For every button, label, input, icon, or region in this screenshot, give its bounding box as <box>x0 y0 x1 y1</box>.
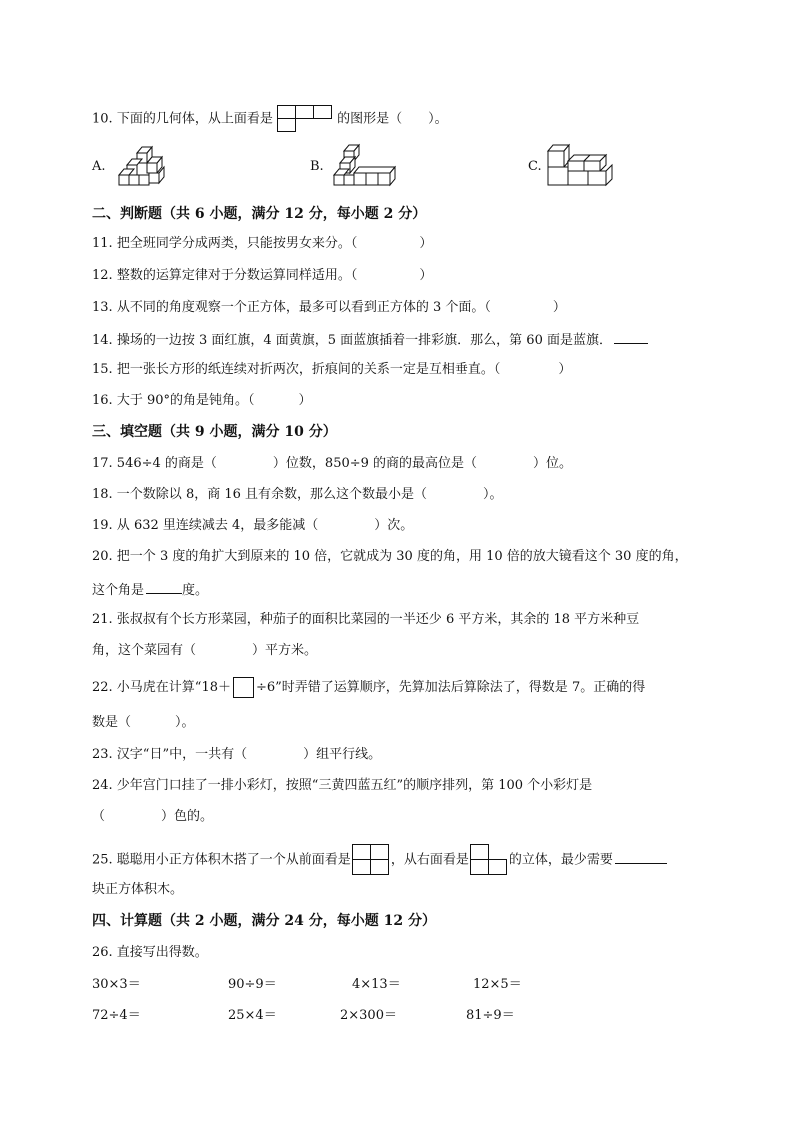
question-24-line-1: 24. 少年宫门口挂了一排小彩灯，按照“三黄四蓝五红”的顺序排列，第 100 个小彩灯是 <box>92 778 593 793</box>
question-25-line-2: 块正方体积木。 <box>92 882 184 897</box>
question-text: 下面的几何体，从上面看是 <box>116 111 273 127</box>
option-c-cube-figure <box>544 143 616 189</box>
question-number: 14. <box>92 333 113 348</box>
question-21-line-2 <box>92 641 317 661</box>
question-text: 17. 546÷4 的商是（ <box>92 456 217 471</box>
question-text: ）。 <box>175 715 195 730</box>
option-a-cube-figure <box>115 143 179 189</box>
right-view-figure <box>469 843 509 877</box>
answer-blank[interactable] <box>615 849 667 864</box>
calc-item: 4×13＝ <box>352 977 401 992</box>
question-14 <box>92 329 648 351</box>
answer-paren-close: ） <box>558 362 572 377</box>
question-26: 26. 直接写出得数。 <box>92 945 208 960</box>
question-text: ）位。 <box>533 456 573 471</box>
question-text: ）平方米。 <box>252 643 318 658</box>
question-number: 13. <box>92 300 113 315</box>
question-17 <box>92 454 572 474</box>
question-text: ）组平行线。 <box>303 747 382 762</box>
answer-paren-close: ） <box>298 393 312 408</box>
question-number: 12. <box>92 268 113 283</box>
question-11 <box>92 234 432 254</box>
question-12 <box>92 266 432 286</box>
question-number: 15. <box>92 362 113 377</box>
question-19 <box>92 516 413 536</box>
question-25-line-1 <box>92 843 667 877</box>
question-text: 把全班同学分成两类，只能按男女来分。（ <box>116 236 358 251</box>
question-text: （ <box>92 809 106 824</box>
question-20-line-1: 20. 把一个 3 度的角扩大到原来的 10 倍，它就成为 30 度的角，用 10 倍的放大镜看这个 30 度的角， <box>92 549 688 564</box>
option-b-cube-figure <box>330 143 400 189</box>
calc-item: 72÷4＝ <box>92 1008 141 1023</box>
answer-paren-close: ） <box>552 300 566 315</box>
answer-blank[interactable] <box>146 579 182 594</box>
question-text: ）色的。 <box>161 809 214 824</box>
question-text: ，从右面看是 <box>390 852 469 868</box>
calc-item: 12×5＝ <box>473 977 522 992</box>
question-22-line-1 <box>92 677 645 698</box>
question-24-line-2 <box>92 807 213 827</box>
question-text: ）位数，850÷9 的商的最高位是（ <box>272 456 478 471</box>
question-text-after: 的图形是（ ）。 <box>337 111 448 127</box>
question-10 <box>92 105 448 133</box>
question-text: 整数的运算定律对于分数运算同样适用。（ <box>116 268 358 283</box>
empty-square-box[interactable] <box>233 677 254 698</box>
question-text: 23. 汉字“日”中，一共有（ <box>92 747 248 762</box>
question-21-line-1: 21. 张叔叔有个长方形菜园，种茄子的面积比菜园的一半还少 6 平方米，其余的 18 平方米种豆 <box>92 612 640 627</box>
question-number: 11. <box>92 236 113 251</box>
section-heading-judgement: 二、判断题（共 6 小题，满分 12 分，每小题 2 分） <box>92 206 427 222</box>
answer-blank[interactable] <box>614 329 648 344</box>
option-a-label: A. <box>92 159 106 174</box>
question-22-line-2 <box>92 713 195 733</box>
front-view-figure <box>351 843 391 877</box>
question-15 <box>92 360 571 380</box>
question-text: 25. 聪聪用小正方体积木搭了一个从前面看是 <box>92 852 351 868</box>
calc-item: 90÷9＝ <box>228 977 277 992</box>
option-b-label: B. <box>310 159 324 174</box>
calc-item: 30×3＝ <box>92 977 141 992</box>
question-16 <box>92 391 312 411</box>
question-text: ÷6”时弄错了运算顺序，先算加法后算除法了，得数是 7。正确的得 <box>256 680 646 695</box>
question-text: 度。 <box>182 583 209 598</box>
question-text: ）次。 <box>374 518 414 533</box>
question-text: 19. 从 632 里连续减去 4，最多能减（ <box>92 518 319 533</box>
question-text: 18. 一个数除以 8，商 16 且有余数，那么这个数最小是（ <box>92 487 428 502</box>
calc-item: 2×300＝ <box>340 1008 397 1023</box>
calc-item: 25×4＝ <box>228 1008 277 1023</box>
question-text: 22. 小马虎在计算“18＋ <box>92 680 231 695</box>
question-text: 大于 90°的角是钝角。（ <box>116 393 255 408</box>
question-23 <box>92 745 381 765</box>
question-text: 角，这个菜园有（ <box>92 643 197 658</box>
top-view-figure <box>277 105 333 133</box>
question-text: 这个角是 <box>92 583 145 598</box>
question-13 <box>92 298 566 318</box>
question-text: 从不同的角度观察一个正方体，最多可以看到正方体的 3 个面。（ <box>116 300 491 315</box>
option-c-label: C. <box>528 159 542 174</box>
question-number: 10. <box>92 111 113 127</box>
question-text: ）。 <box>483 487 503 502</box>
question-18 <box>92 485 503 505</box>
answer-paren-close: ） <box>419 268 433 283</box>
section-heading-fill-in: 三、填空题（共 9 小题，满分 10 分） <box>92 424 337 440</box>
question-20-line-2 <box>92 579 208 601</box>
question-number: 16. <box>92 393 113 408</box>
question-text: 操场的一边按 3 面红旗，4 面黄旗，5 面蓝旗插着一排彩旗．那么，第 60 面是蓝旗． <box>116 333 612 348</box>
question-text: 把一张长方形的纸连续对折两次，折痕间的关系一定是互相垂直。（ <box>116 362 501 377</box>
question-text: 的立体，最少需要 <box>508 852 613 868</box>
calc-item: 81÷9＝ <box>466 1008 515 1023</box>
question-text: 数是（ <box>92 715 132 730</box>
section-heading-calculation: 四、计算题（共 2 小题，满分 24 分，每小题 12 分） <box>92 913 436 929</box>
answer-paren-close: ） <box>419 236 433 251</box>
